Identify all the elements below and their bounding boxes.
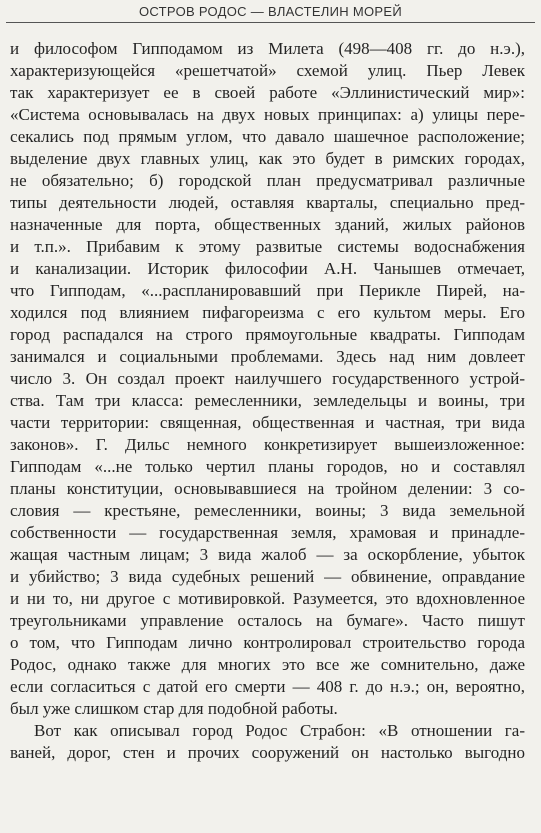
body-text [10,38,525,764]
text-line: и ни то, ни другое с мотивировкой. Разумеется, это вдохновленное [10,589,525,608]
text-line: и убийство; 3 вида судебных решений — обвинение, оправдание [10,567,525,586]
text-line: занимался и социальными проблемами. Здесь над ним довлеет [10,347,525,366]
text-line: словия — крестьяне, ремесленники, воины; 3 вида земельной [10,501,525,520]
text-line: Гипподам «...не только чертил планы городов, но и составлял [10,457,525,476]
text-line: типы деятельности людей, оставляя кварталы, специально пред- [10,193,525,212]
text-line: о том, что Гипподам лично контролировал строительство города [10,633,525,652]
text-line: число 3. Он создал проект наилучшего государственного устрой- [10,369,525,388]
text-line: город распадался на строго прямоугольные квадраты. Гипподам [10,325,525,344]
header-rule [6,22,535,23]
text-line: части территории: священная, общественная и частная, три вида [10,413,525,432]
text-line: так характеризует ее в своей работе «Эллинистический мир»: [10,83,525,102]
paragraph-first-line: Вот как описывал город Родос Страбон: «В отношении га- [34,721,525,740]
text-line: характеризующейся «решетчатой» схемой улиц. Пьер Левек [10,61,525,80]
text-line: жащая частным лицам; 3 вида жалоб — за оскорбление, убыток [10,545,525,564]
text-line: планы конституции, основывавшиеся на тройном делении: 3 со- [10,479,525,498]
text-line: Родос, однако также для многих это все же сомнительно, даже [10,655,525,674]
text-line: треугольниками управление осталось на бумаге». Часто пишут [10,611,525,630]
text-line: законов». Г. Дильс немного конкретизирует вышеизложенное: [10,435,525,454]
text-line: назначенные для порта, общественных зданий, жилых районов [10,215,525,234]
text-line: ходился под влиянием пифагореизма с его культом меры. Его [10,303,525,322]
text-line: и канализации. Историк философии А.Н. Чанышев отмечает, [10,259,525,278]
text-line: собственности — государственная земля, храмовая и принадле- [10,523,525,542]
text-line: ства. Там три класса: ремесленники, земледельцы и воины, три [10,391,525,410]
paragraph-last-line: был уже слишком стар для подобной работы. [10,699,338,718]
text-line: что Гипподам, «...распланировавший при Перикле Пирей, на- [10,281,525,300]
text-line: и философом Гипподамом из Милета (498—408 гг. до н.э.), [10,39,525,58]
text-line: секались под прямым углом, что давало шашечное расположение; [10,127,525,146]
running-head: ОСТРОВ РОДОС — ВЛАСТЕЛИН МОРЕЙ [138,4,403,19]
text-line: выделение двух главных улиц, как это будет в римских городах, [10,149,525,168]
text-line: и т.п.». Прибавим к этому развитые системы водоснабжения [10,237,525,256]
text-line: не обязательно; б) городской план предусматривал различные [10,171,525,190]
text-line: «Система основывалась на двух новых принципах: а) улицы пере- [10,105,525,124]
text-line: ваней, дорог, стен и прочих сооружений он настолько выгодно [10,743,525,762]
text-line: если согласиться с датой его смерти — 408 г. до н.э.; он, вероятно, [10,677,525,696]
